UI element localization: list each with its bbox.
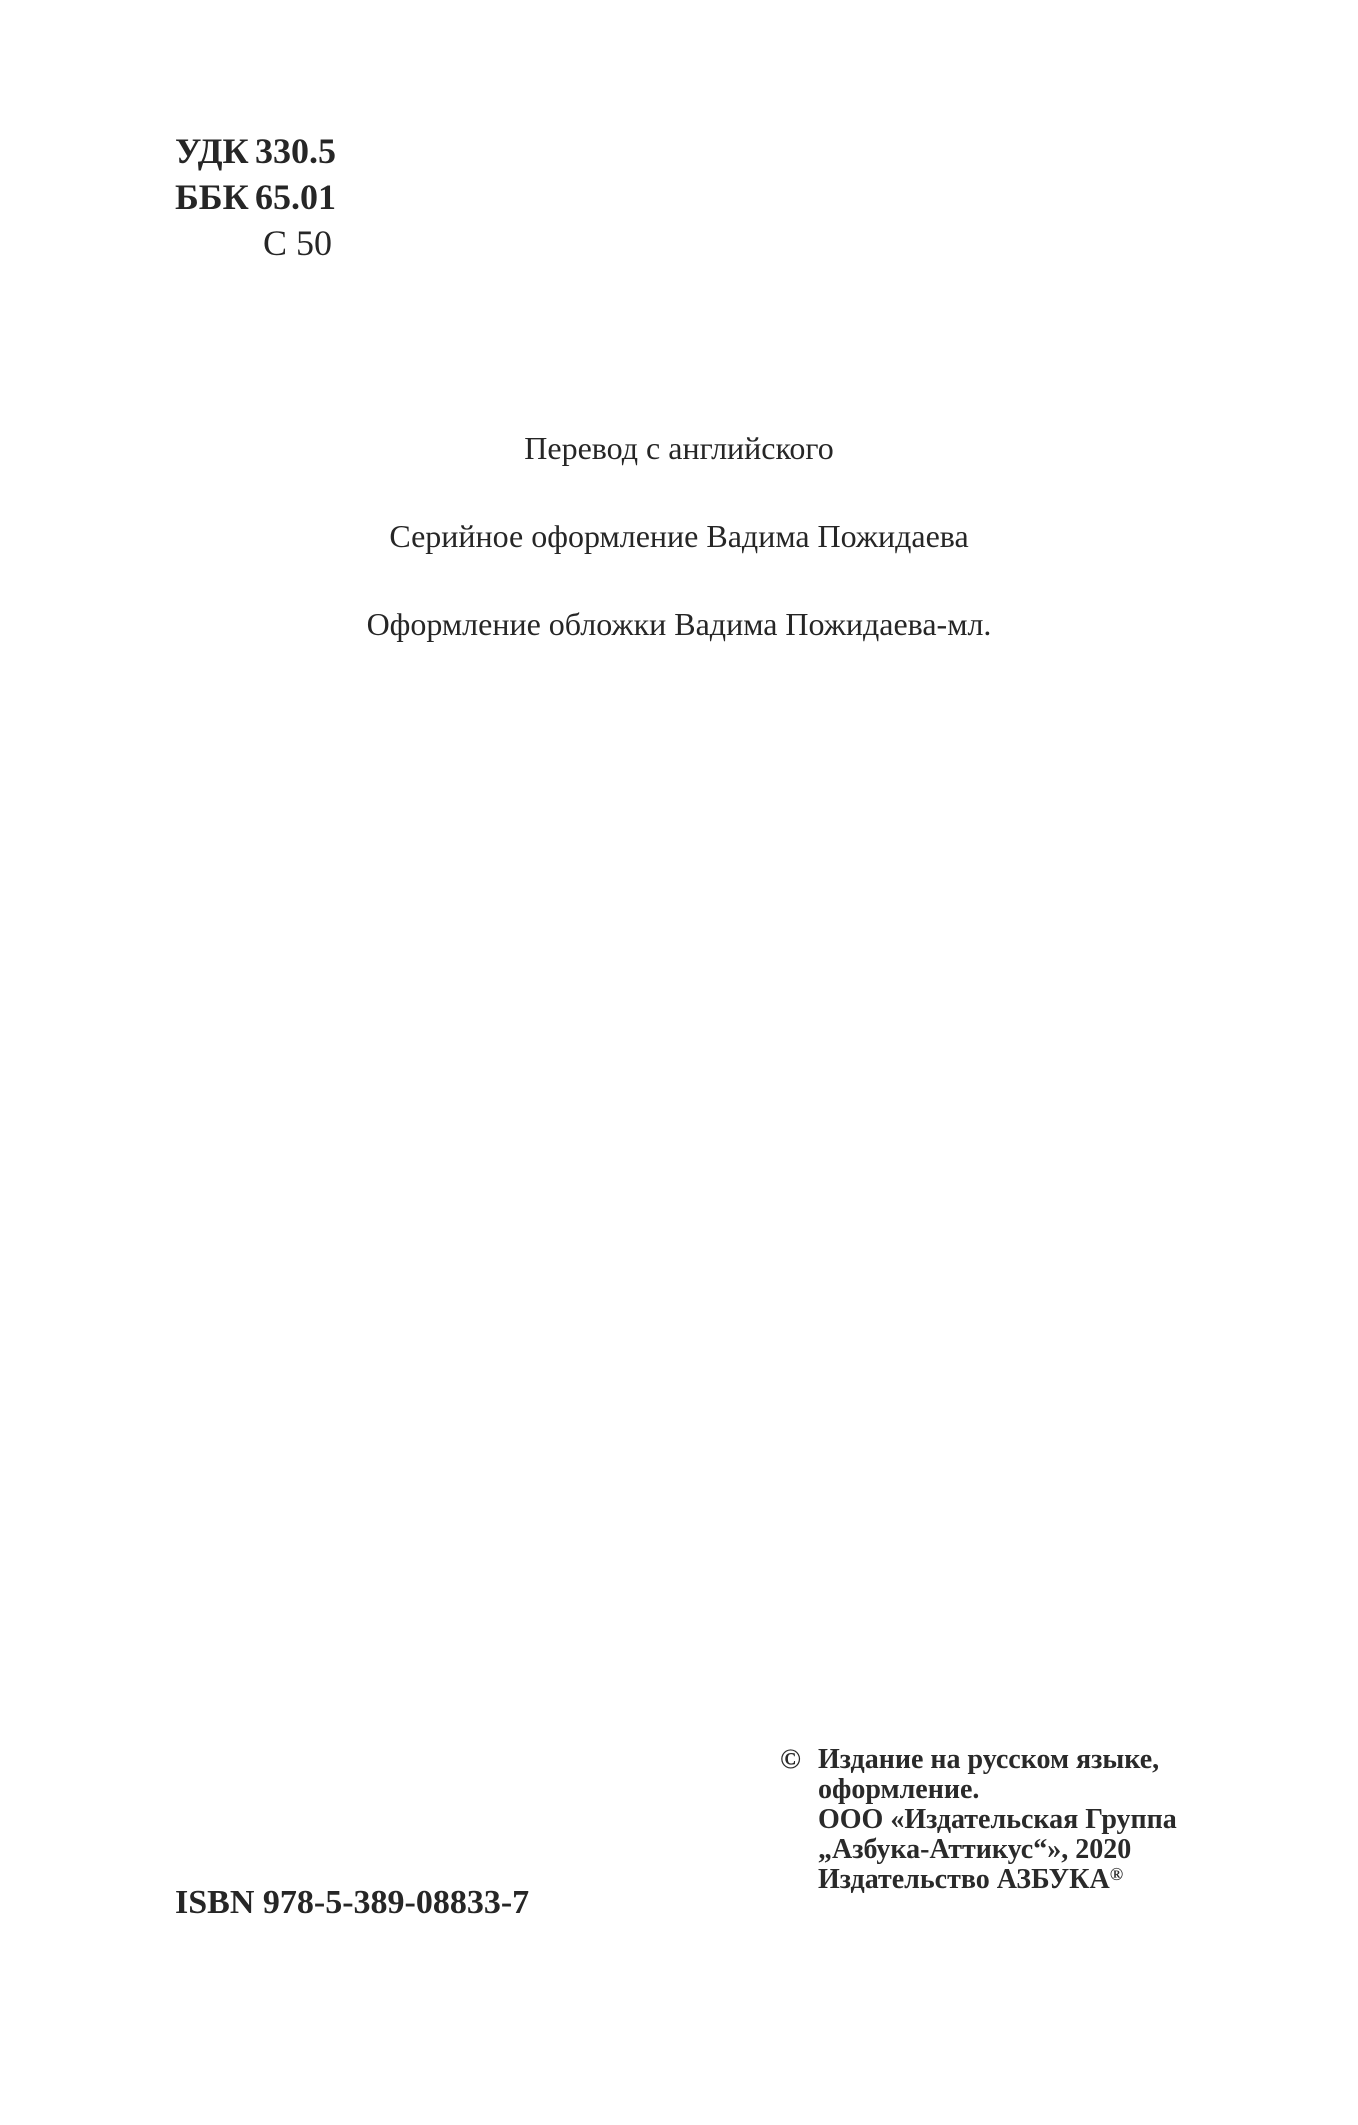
copyright-line-3: ООО «Издательская Группа [818, 1804, 1177, 1835]
registered-mark: ® [1109, 1864, 1124, 1884]
copyright-line-1: Издание на русском языке, [818, 1744, 1160, 1775]
isbn: ISBN 978-5-389-08833-7 [175, 1884, 530, 1921]
copyright-line-4: „Азбука-Аттикус“», 2020 [818, 1834, 1132, 1865]
udk-value: 330.5 [255, 131, 336, 171]
copyright-row [780, 1745, 1177, 1895]
udk-row [175, 128, 336, 174]
bbk-value: 65.01 [255, 177, 336, 217]
copyright-line-5 [818, 1865, 1177, 1895]
publisher-name: Издательство АЗБУКА [818, 1864, 1110, 1895]
series-design-credit: Серийное оформление Вадима Пожидаева [389, 518, 969, 554]
copyright-sign: © [780, 1744, 801, 1775]
bbk-label: ББК [175, 177, 249, 217]
copyright-block [780, 1745, 1177, 1895]
classification-block [175, 128, 336, 266]
cover-design-credit: Оформление обложки Вадима Пожидаева-мл. [366, 606, 992, 642]
translation-credit: Перевод с английского [524, 430, 834, 466]
udk-label: УДК [175, 131, 249, 171]
credits-block [0, 425, 1358, 689]
copyright-lines [818, 1745, 1177, 1895]
author-sign: С 50 [263, 223, 333, 263]
bbk-row [175, 174, 336, 220]
copyright-line-2: оформление. [818, 1774, 980, 1805]
